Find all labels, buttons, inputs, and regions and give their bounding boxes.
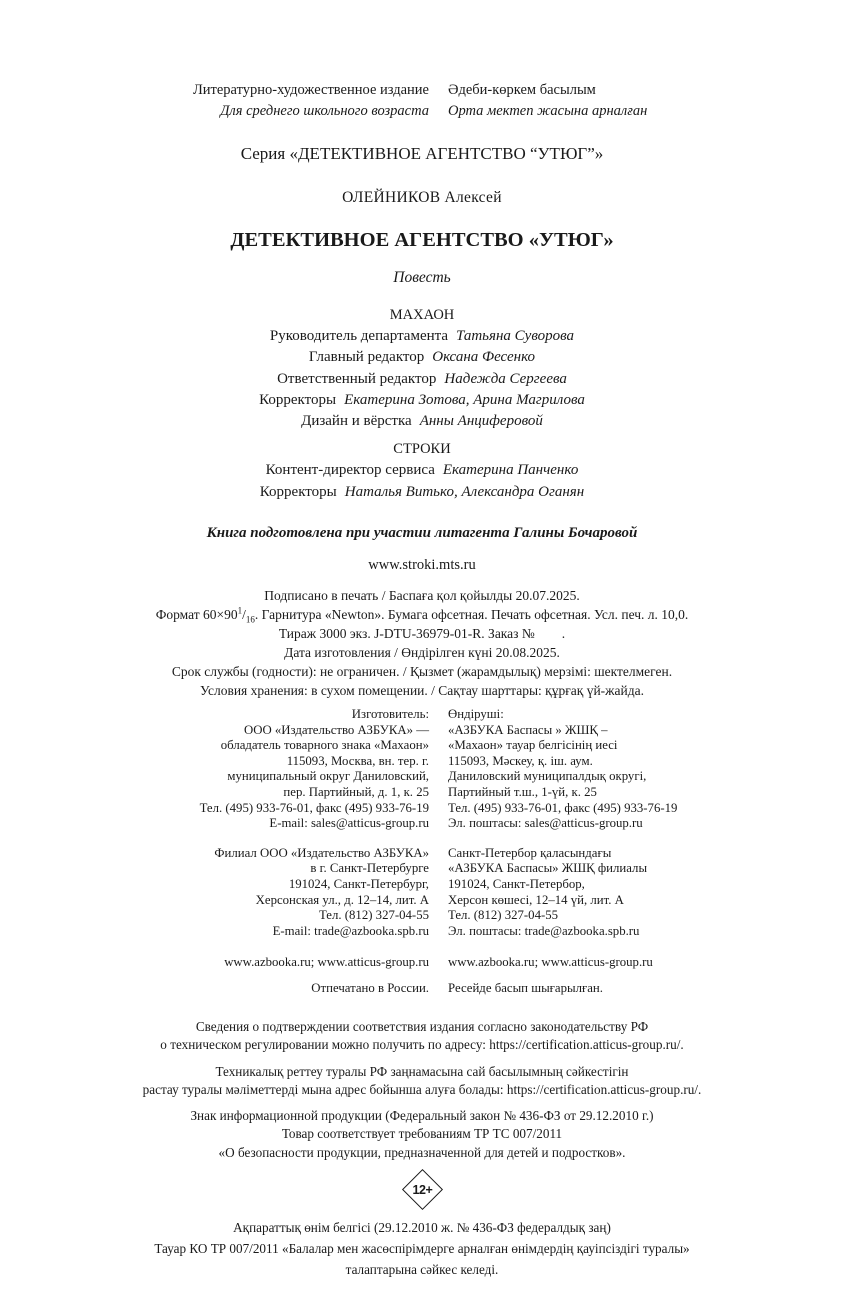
address-line: E-mail: sales@atticus-group.ru xyxy=(269,816,429,831)
staff-person: Анны Анциферовой xyxy=(419,413,543,430)
address-line: 191024, Санкт-Петербург, xyxy=(288,877,429,892)
staff-role: Корректоры xyxy=(259,483,337,500)
staff-line xyxy=(0,347,844,368)
staff-person: Екатерина Зотова, Арина Магрилова xyxy=(344,391,585,408)
address-line: 115093, Мәскеу, қ. іш. аум. xyxy=(448,753,593,768)
address-line: Тел. (812) 327-04-55 xyxy=(318,908,429,923)
printed-in-kz: Ресейде басып шығарылған. xyxy=(448,980,603,995)
staff-line xyxy=(0,411,844,432)
address-line: «АЗБУКА Баспасы » ЖШҚ – xyxy=(448,722,608,737)
manufacturer-ru xyxy=(0,707,429,832)
series-title: Серия «ДЕТЕКТИВНОЕ АГЕНТСТВО “УТЮГ”» xyxy=(240,144,604,163)
certification-kz xyxy=(0,1063,844,1099)
info-product-sign-kz-line1: Ақпараттық өнім белгісі (29.12.2010 ж. № 436-ФЗ федералдық заң) xyxy=(233,1220,611,1236)
publisher-stroki-heading: СТРОКИ xyxy=(393,441,451,458)
info-product-sign-line3: «О безопасности продукции, предназначенной для детей и подростков». xyxy=(218,1144,626,1160)
address-line: E-mail: trade@azbooka.spb.ru xyxy=(272,923,429,938)
certification-ru-line2: о техническом регулировании можно получить по адресу: https://certification.atticus-group.ru/. xyxy=(160,1036,684,1052)
certification-kz-line1: Техникалық реттеу туралы РФ заңнамасына сай басылымның сәйкестігін xyxy=(215,1063,629,1079)
print-storage-line: Условия хранения: в сухом помещении. / Сақтау шарттары: құрғақ үй-жайда. xyxy=(200,683,644,699)
staff-line xyxy=(0,460,844,481)
address-line: Тел. (812) 327-04-55 xyxy=(448,908,559,923)
address-line: ООО «Издательство АЗБУКА» — xyxy=(243,722,429,737)
address-line: Тел. (495) 933-76-01, факс (495) 933-76-19 xyxy=(199,800,429,815)
address-line: в г. Санкт-Петербурге xyxy=(310,861,429,876)
staff-line xyxy=(0,482,844,503)
address-line: обладатель товарного знака «Махаон» xyxy=(220,738,429,753)
staff-person: Наталья Витько, Александра Оганян xyxy=(344,483,585,500)
address-line: Херсонская ул., д. 12–14, лит. А xyxy=(255,892,429,907)
manufacturer-kz xyxy=(448,707,844,832)
staff-role: Ответственный редактор xyxy=(277,370,437,387)
print-signed-line: Подписано в печать / Баспаға қол қойылды 20.07.2025. xyxy=(264,588,580,604)
staff-role: Руководитель департамента xyxy=(269,328,449,344)
address-line: Херсон көшесі, 12–14 үй, лит. А xyxy=(448,892,624,907)
manufacturer-block xyxy=(0,707,844,832)
info-product-sign-kz-line3: талаптарына сәйкес келеді. xyxy=(345,1262,499,1278)
publisher-makhaon-heading: МАХАОН xyxy=(389,307,455,323)
publisher-websites-row xyxy=(0,955,844,971)
age-rating-badge-wrap xyxy=(0,1172,844,1204)
staff-line xyxy=(0,369,844,390)
address-line: 191024, Санкт-Петербор, xyxy=(448,877,585,892)
address-line: Эл. поштасы: sales@atticus-group.ru xyxy=(448,816,643,831)
info-product-sign-kz xyxy=(0,1217,844,1280)
print-circulation-line: Тираж 3000 экз. J-DTU-36979-01-R. Заказ № . xyxy=(278,626,566,642)
branch-kz xyxy=(448,846,844,940)
print-format-line: Формат $60\times 90^1/_{16}$. Гарнитура «Newton». Бумага офсетная. Печать офсетная. Усл. печ. л. 10,0. xyxy=(155,605,689,625)
printed-in-ru: Отпечатано в России. xyxy=(311,980,429,995)
certification-ru xyxy=(0,1018,844,1054)
print-date-line: Дата изготовления / Өндірілген күні 20.08.2025. xyxy=(284,645,560,661)
edition-type-ru xyxy=(0,80,429,122)
print-shelf-life-line: Срок службы (годности): не ограничен. / Қызмет (жарамдылық) мерзімі: шектелмеген. xyxy=(171,664,673,680)
staff-line xyxy=(0,326,844,347)
edition-type-kz-line1: Әдеби-көркем басылым xyxy=(448,82,596,98)
certification-ru-line1: Сведения о подтверждении соответствия издания согласно законодательству РФ xyxy=(195,1018,649,1034)
age-rating-label: 12+ xyxy=(412,1182,432,1197)
publisher-websites-ru: www.azbooka.ru; www.atticus-group.ru xyxy=(224,955,429,970)
publisher-websites-kz: www.azbooka.ru; www.atticus-group.ru xyxy=(448,955,653,970)
address-line: Изготовитель: xyxy=(351,707,429,722)
staff-person: Татьяна Суворова xyxy=(456,328,575,344)
address-line: 115093, Москва, вн. тер. г. xyxy=(286,753,429,768)
address-line: пер. Партийный, д. 1, к. 25 xyxy=(283,785,429,800)
edition-type-ru-line2: Для среднего школьного возраста xyxy=(220,103,429,119)
address-line: Санкт-Петербор қаласындағы xyxy=(448,845,612,860)
print-data-block xyxy=(0,586,844,700)
genre-label: Повесть xyxy=(393,269,451,286)
address-line: Өндіруші: xyxy=(448,707,504,722)
stroki-staff-list xyxy=(0,460,844,503)
address-line: муниципальный округ Даниловский, xyxy=(227,769,429,784)
address-line: Филиал ООО «Издательство АЗБУКА» xyxy=(214,845,429,860)
branch-ru xyxy=(0,846,429,940)
address-line: Даниловский муниципалдық округі, xyxy=(448,769,647,784)
printed-in-row xyxy=(0,981,844,997)
info-product-sign-line2: Товар соответствует требованиям ТР ТС 007/2011 xyxy=(281,1126,563,1142)
address-line: «Махаон» тауар белгісінің иесі xyxy=(448,738,618,753)
stroki-website-url: www.stroki.mts.ru xyxy=(368,557,476,574)
info-product-sign-line1: Знак информационной продукции (Федеральный закон № 436-ФЗ от 29.12.2010 г.) xyxy=(190,1107,654,1123)
age-rating-badge xyxy=(401,1169,442,1210)
staff-line xyxy=(0,390,844,411)
address-line: «АЗБУКА Баспасы» ЖШҚ филиалы xyxy=(448,861,648,876)
info-product-sign-kz-line2: Тауар КО ТР 007/2011 «Балалар мен жасөспірімдерге арналған өнімдердің қауіпсіздігі туралы» xyxy=(154,1241,690,1257)
certification-kz-line2: растау туралы мәліметтерді мына адрес бойынша алуға болады: https://certification.atticus-group.ru/. xyxy=(142,1081,702,1097)
branch-block xyxy=(0,846,844,940)
staff-person: Оксана Фесенко xyxy=(432,349,536,366)
staff-role: Корректоры xyxy=(259,391,337,408)
staff-role: Контент-директор сервиса xyxy=(265,462,435,479)
staff-person: Екатерина Панченко xyxy=(442,462,579,479)
edition-type-ru-line1: Литературно-художественное издание xyxy=(192,82,429,98)
info-product-sign xyxy=(0,1107,844,1163)
book-title: ДЕТЕКТИВНОЕ АГЕНТСТВО «УТЮГ» xyxy=(230,229,614,251)
litagent-note: Книга подготовлена при участии литагента Галины Бочаровой xyxy=(206,525,638,542)
address-line: Партийный т.ш., 1-үй, к. 25 xyxy=(448,785,597,800)
edition-type-kz-line2: Орта мектеп жасына арналған xyxy=(448,103,648,119)
author-name: ОЛЕЙНИКОВ Алексей xyxy=(342,189,502,206)
address-line: Тел. (495) 933-76-01, факс (495) 933-76-19 xyxy=(448,800,678,815)
edition-type-block xyxy=(0,0,844,122)
edition-type-kz xyxy=(448,80,844,122)
makhaon-staff-list xyxy=(0,326,844,432)
address-line: Эл. поштасы: trade@azbooka.spb.ru xyxy=(448,923,640,938)
staff-role: Дизайн и вёрстка xyxy=(301,413,412,430)
staff-person: Надежда Сергеева xyxy=(444,370,567,387)
staff-role: Главный редактор xyxy=(308,349,425,366)
